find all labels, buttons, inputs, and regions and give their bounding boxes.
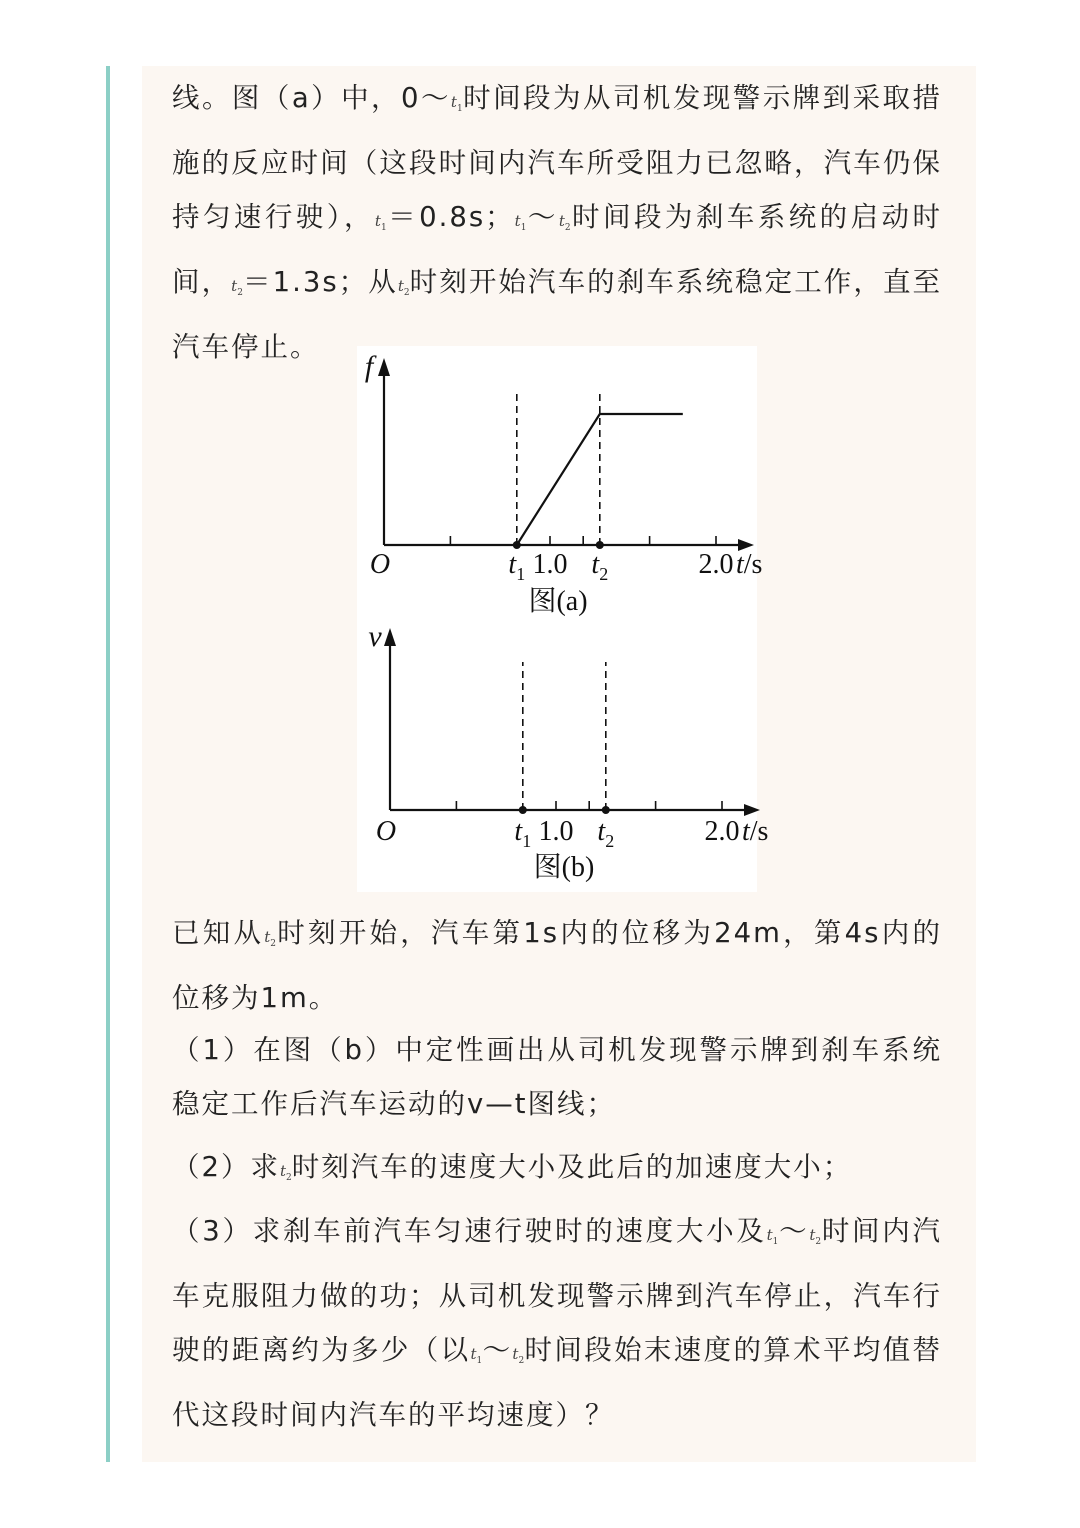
graph-a-tick-label-t2: $t_2$: [591, 549, 609, 584]
graph-b-y-arrow: [384, 628, 396, 646]
graph-b-tick-label-t2: $t_2$: [597, 816, 615, 851]
paragraph-1: 线。图（a）中，$0\sim t_1$时间段为从司机发现警示牌到采取措施的反应时间（这段时间内汽车所受阻力已忽略，汽车仍保持匀速行驶），$t_1=0.8s$；$t_1\sim t_2$时间段为刹车系统的启动时间，$t_2=1.3s$；从$t_2$时刻开始汽车的刹车系统稳定工作，直至汽车停止。: [172, 82, 943, 363]
question-3: （3）求刹车前汽车匀速行驶时的速度大小及$t_1\sim t_2$时间内汽车克服阻力做的功；从司机发现警示牌到汽车停止，汽车行驶的距离约为多少（以$t_1\sim t_2$时间段始末速度的算术平均值替代这段时间内汽车的平均速度）？: [172, 1215, 943, 1431]
graph-b-marker-dot: [602, 806, 610, 814]
graph-a-y-arrow: [378, 358, 390, 376]
graph-a-origin-label: O: [369, 549, 391, 580]
paragraph-2: 已知从$t_2$时刻开始，汽车第1s内的位移为24m，第4s内的位移为1m。: [172, 917, 942, 1014]
graph-b-tick-label-1: 1.0: [538, 816, 574, 847]
graph-b-y-label: v: [368, 620, 382, 653]
graph-a-marker-dot: [596, 541, 604, 549]
figure-ab: [357, 346, 769, 892]
force-velocity-graphs: [357, 346, 769, 892]
graph-b-marker-dot: [519, 806, 527, 814]
graph-a-tick-label-t1: $t_1$: [508, 549, 526, 584]
graph-b-tick-label-2: 2.0: [704, 816, 740, 847]
graph-a-tick-label-2: 2.0: [698, 549, 734, 580]
graph-a-x-label: t/s: [736, 549, 763, 580]
graph-a-tick-label-1: 1.0: [532, 549, 568, 580]
graph-b-origin-label: O: [375, 816, 397, 847]
graph-b-x-label: t/s: [742, 816, 769, 847]
question-2: （2）求$t_2$时刻汽车的速度大小及此后的加速度大小；: [172, 1151, 853, 1183]
accent-bar: [106, 66, 110, 1462]
graph-a-caption: 图(a): [528, 586, 588, 617]
graph-a-y-label: f: [364, 350, 374, 383]
graph-b-tick-label-t1: $t_1$: [514, 816, 532, 851]
graph-b-caption: 图(b): [533, 852, 595, 883]
question-1: （1）在图（b）中定性画出从司机发现警示牌到刹车系统稳定工作后汽车运动的v—t图线；: [172, 1034, 942, 1120]
